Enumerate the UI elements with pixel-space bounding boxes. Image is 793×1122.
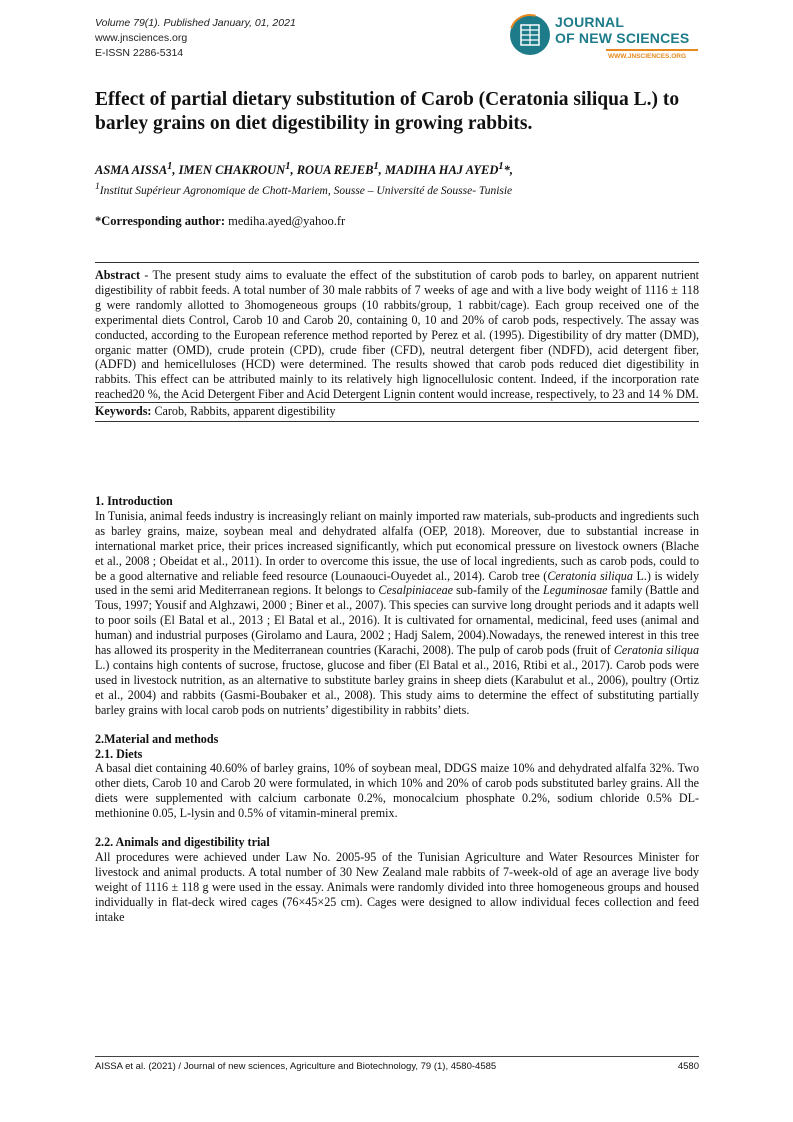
abstract-label: Abstract <box>95 268 141 282</box>
globe-icon <box>508 13 552 57</box>
journal-logo <box>508 11 708 69</box>
author-separator: *, <box>503 163 513 178</box>
affiliation-mark: 1 <box>95 181 100 192</box>
author-separator: , <box>378 163 385 178</box>
corresponding-email[interactable]: mediha.ayed@yahoo.fr <box>228 214 346 228</box>
journal-website: www.jnsciences.org <box>95 32 188 44</box>
diets-paragraph: A basal diet containing 40.60% of barley grains, 10% of soybean meal, DDGS maize 10% and dehydrated alfalfa 32%. Two other diets, Carob 10 and Carob 20 were formulated, in which 10% and 20% of carob pods substituted barley grains. All the diets were supplemented with calcium carbonate 0.2%, monocalcium phosphate 0.2%, sodium chloride 0.5% DL-methionine 0.05, L-lysin and 0.5% of vitamin-mineral premix. <box>95 761 699 821</box>
page-number: 4580 <box>677 1061 699 1072</box>
intro-text: sub-family of the <box>452 583 543 598</box>
affiliation-text: Institut Supérieur Agronomique de Chott-Mariem, Sousse – Université de Sousse- Tunisie <box>99 184 513 197</box>
author-name: ROUA REJEB <box>296 163 374 178</box>
paper-body <box>95 494 699 924</box>
species-name: Ceratonia siliqua <box>613 643 699 658</box>
subsection-heading-diets: 2.1. Diets <box>95 746 143 761</box>
logo-line2: OF NEW SCIENCES <box>555 30 690 46</box>
author-name: ASMA AISSA <box>95 163 168 178</box>
logo-underline <box>606 49 698 51</box>
author-affil-mark: 1 <box>285 161 291 172</box>
author-affil-mark: 1 <box>167 161 173 172</box>
species-name: Ceratonia siliqua <box>547 568 633 583</box>
intro-text: family (Battle and Tous, 1997; Yousif and Alghzawi, 2000 ; Biner et al., 2007). This species can survive long drought periods and it adapts well to poor soils (El Batal et al., 2013 ; El Batal et al., 2016). It is cultivated for ornamental, medicinal, feed uses (animal and human) and industrial purposes (Girolamo and Laura, 2002 ; Hadj Salem, 2004).Nowadays, the renewed interest in this tree has allowed its prosperity in the Mediterranean countries (Karachi, 2008). The pulp of carob pods (fruit of <box>95 583 699 658</box>
intro-text: L.) is widely used in the semi arid Mediterranean regions. It belongs to <box>95 568 699 598</box>
keywords <box>95 402 699 421</box>
author-separator: , <box>172 163 179 178</box>
abstract-text: - The present study aims to evaluate the effect of the substitution of carob pods to barley, on apparent nutrient digestibility of rabbit feeds. A total number of 30 male rabbits of 7 weeks of age and with a live body weight of 1116 ± 118 g were randomly allotted to 3homogeneous groups (10 rabbits/group, 1 rabbit/cage). Each group received one of the experimental diets Control, Carob 10 and Carob 20, containing 0, 10 and 20% of carob pods, respectively. The assay was conducted, according to the European reference method reported by Perez et al. (1995). Digestibility of dry matter (DMD), organic matter (OMD), crude protein (CPD), crude fiber (CFD), neutral detergent fiber (NDFD), acid detergent fiber, (ADFD) and hemicelluloses (HCD) were determined. The results showed that carob pods reduced diet digestibility in rabbits. This effect can be attributed mainly to its relatively high lignocellulosic content. Indeed, if the incorporation rate reached20 %, the Acid Detergent Fiber and Acid Detergent Lignin content would increase, respectively, to 23 and 14 % DM. <box>95 268 699 402</box>
intro-text: L.) contains high contents of sucrose, fructose, glucose and fiber (El Batal et al., 2016, Rtibi et al., 2017). Carob pods were used in livestock nutrition, as an alternative to substitute barley grains in sheep diets (Karabulut et al., 2006), poultry (Ortiz et al., 2004) and rabbits (Gasmi-Boubaker et al., 2008). This study aims to determine the effect of substituting partially barley grains with local carob pods on nutrients’ digestibility in rabbits’ diets. <box>95 657 699 717</box>
author-name: IMEN CHAKROUN <box>178 163 286 178</box>
paper-title: Effect of partial dietary substitution of Carob (Ceratonia siliqua L.) to barley grains on diet digestibility in growing rabbits. <box>95 89 680 134</box>
intro-text: In Tunisia, animal feeds industry is increasingly reliant on mainly imported raw materials, sub-products and ingredients such as barley grains, maize, soybean meal and dehydrated alfalfa (OEP, 2018). Moreover, due to substantial increase in international market price, their prices increased significantly, which put economical pressure on livestock owners (Blache et al., 2008 ; Obeidat et al., 2011). In order to overcome this issue, the use of local ingredients, such as carob pods, could to be a good alternative and reliable feed resource (Lounaouci-Ouyedet al., 2014). Carob tree ( <box>95 508 699 583</box>
family-name: Cesalpiniaceae <box>378 583 453 598</box>
author-separator: , <box>290 163 297 178</box>
corresponding-label: *Corresponding author: <box>95 214 225 228</box>
author-list <box>95 161 513 178</box>
abstract-box <box>95 262 699 422</box>
journal-meta <box>95 16 296 61</box>
volume-line: Volume 79(1). Published January, 01, 2021 <box>95 17 296 29</box>
page-footer <box>95 1056 699 1072</box>
logo-url: WWW.JNSCIENCES.ORG <box>608 53 687 60</box>
corresponding-author <box>95 214 345 229</box>
footer-citation: AISSA et al. (2021) / Journal of new sciences, Agriculture and Biotechnology, 79 (1), 4580-4585 <box>95 1061 497 1072</box>
introduction-paragraph <box>95 509 699 718</box>
abstract <box>95 263 699 402</box>
section-heading-introduction: 1. Introduction <box>95 494 173 508</box>
logo-line1: JOURNAL <box>555 14 625 30</box>
section-heading-methods: 2.Material and methods <box>95 731 219 746</box>
issn: E-ISSN 2286-5314 <box>95 47 184 59</box>
animals-paragraph: All procedures were achieved under Law No. 2005-95 of the Tunisian Agriculture and Water Resources Minister for livestock and animal products. A total number of 30 New Zealand male rabbits of 7-week-old of age an average live body weight of 1116 ± 118 g were used in the essay. Animals were randomly divided into three homogeneous groups and housed individually in flat-deck wired cages (76×45×25 cm). Cages were designed to allow individual feces collection and feed intake <box>95 849 699 924</box>
author-affil-mark: 1 <box>498 161 504 172</box>
subsection-heading-animals: 2.2. Animals and digestibility trial <box>95 835 270 850</box>
affiliation <box>95 181 512 197</box>
keywords-text: Carob, Rabbits, apparent digestibility <box>151 404 336 419</box>
family-name: Leguminosae <box>542 583 608 598</box>
author-affil-mark: 1 <box>373 161 379 172</box>
author-name: MADIHA HAJ AYED <box>384 163 499 178</box>
keywords-label: Keywords: <box>95 404 152 419</box>
logo-wordmark <box>555 14 689 46</box>
